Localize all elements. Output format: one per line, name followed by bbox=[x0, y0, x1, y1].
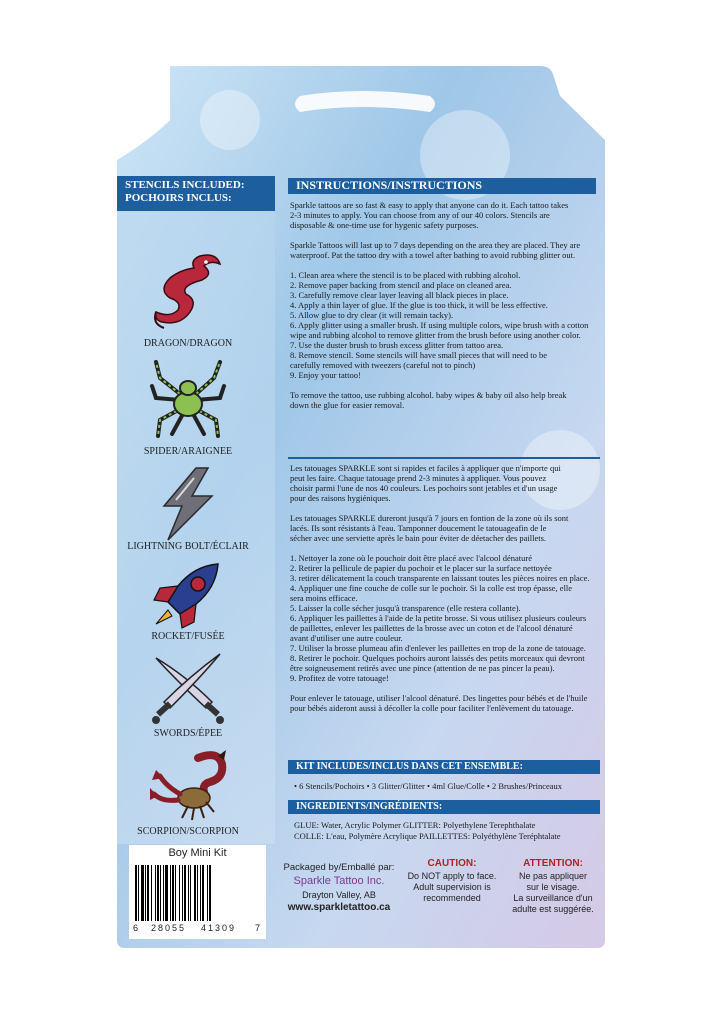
stencil-label-rocket: ROCKET/FUSÉE bbox=[151, 631, 225, 642]
barcode-block bbox=[129, 845, 266, 939]
text-line: 4. Appliquer une fine couche de colle sur le pochoir. Si la colle est trop épasse, elle bbox=[290, 583, 573, 593]
stencil-label-scorpion: SCORPION/SCORPION bbox=[137, 826, 239, 837]
text-line: sécher avec une serviette après le bain pour éviter de déetacher des paillets. bbox=[290, 533, 547, 543]
bokeh-circle bbox=[200, 90, 260, 150]
text-line: 6. Appliquer les paillettes à l'aide de la petite brosse. Si vous utilisez plusieurs couleurs bbox=[290, 613, 587, 623]
instructions-en-intro bbox=[290, 200, 600, 230]
text-line: 3. Carefully remove clear layer leaving all black pieces in place. bbox=[290, 290, 509, 300]
stencils-header bbox=[117, 176, 275, 211]
company-name: Sparkle Tattoo Inc. bbox=[293, 875, 385, 887]
text-line: Les tatouages SPARKLE dureront jusqu'à 7 jours en fontion de la zone où ils sont bbox=[290, 513, 569, 523]
instructions-header: INSTRUCTIONS/INSTRUCTIONS bbox=[288, 178, 596, 194]
dragon-icon bbox=[150, 250, 226, 332]
text-line: 1. Nettoyer la zone où le pouchoir doit être placé avec l'alcool dénaturé bbox=[290, 553, 533, 563]
text-line: 9. Enjoy your tattoo! bbox=[290, 370, 361, 380]
text-line: de paillettes, enlever les paillettes de la brosse avec un coton et de l'alcool dénaturé bbox=[290, 623, 573, 633]
text-line: pour des raisons hygiéniques. bbox=[290, 493, 391, 503]
barcode-title: Boy Mini Kit bbox=[168, 847, 227, 859]
text-line: To remove the tattoo, use rubbing alcohol. baby wipes & baby oil also help break bbox=[290, 390, 567, 400]
ingredients-line-en: GLUE: Water, Acrylic Polymer GLITTER: Polyethylene Terephthalate bbox=[294, 820, 536, 830]
text-line: 2-3 minutes to apply. You can choose from any of our 40 colors. Stencils are bbox=[290, 210, 550, 220]
instructions-body bbox=[290, 200, 600, 420]
text-line: wipe and rubbing alcohol to remove glitter from the brush before using another color. bbox=[290, 330, 581, 340]
text-line: peut les faire. Chaque tatouage prend 2-3 minutes à appliquer. Vous pouvez bbox=[290, 473, 547, 483]
company-url: www.sparkletattoo.ca bbox=[287, 902, 391, 913]
barcode-digits-left: 28055 bbox=[151, 923, 187, 933]
text-line: 2. Remove paper backing from stencil and place on cleaned area. bbox=[290, 280, 512, 290]
attention-line-2: sur le visage. bbox=[526, 882, 580, 892]
text-line: waterproof. Pat the tattoo dry with a towel after bathing to avoid rubbing glitter out. bbox=[290, 250, 576, 260]
instructions-en-steps bbox=[290, 270, 600, 380]
barcode-digit-last: 7 bbox=[255, 923, 261, 933]
caution-line-2: Adult supervision is bbox=[413, 882, 491, 892]
barcode-digits-right: 41309 bbox=[201, 923, 237, 933]
text-line: down the glue for easier removal. bbox=[290, 400, 405, 410]
text-line: choisir parmi l'une de nos 40 couleurs. Les pochoirs sont jetables et d'un usage bbox=[290, 483, 558, 493]
text-line: 2. Retirer la pellicule de papier du pochoir et le placer sur la surface nettoyée bbox=[290, 563, 552, 573]
caution-line-3: recommended bbox=[423, 893, 481, 903]
attention-title: ATTENTION: bbox=[523, 858, 583, 869]
text-line: sera moins efficace. bbox=[290, 593, 358, 603]
stencils-heading-fr: POCHOIRS INCLUS: bbox=[125, 192, 232, 204]
divider bbox=[288, 457, 600, 459]
text-line: Pour enlever le tatouage, utiliser l'alcool dénaturé. Des lingettes pour bébés et de l'huile bbox=[290, 693, 588, 703]
text-line: disposable & one-time use for hygenic safety purposes. bbox=[290, 220, 479, 230]
text-line: 7. Use the duster brush to brush excess glitter from tattoo area. bbox=[290, 340, 504, 350]
text-line: être soigneusement retirés avec une pince (attention de ne pas pincer la peau). bbox=[290, 663, 555, 673]
text-line: lacés. Ils sont résistants à l'eau. Tamponner doucement le tatouageafin de le bbox=[290, 523, 547, 533]
rocket-icon bbox=[150, 560, 226, 630]
attention-line-4: adulte est suggérée. bbox=[512, 904, 594, 914]
text-line: 3. retirer délicatement la couch transparente en laissant toutes les pièces noires en place. bbox=[290, 573, 590, 583]
text-line: 8. Retirer le pochoir. Quelques pochoirs auront laissés des petits morceaux qui devront bbox=[290, 653, 585, 663]
text-line: 9. Profitez de votre tatouage! bbox=[290, 673, 389, 683]
stencil-label-spider: SPIDER/ARAIGNEE bbox=[143, 446, 233, 457]
text-line: 5. Allow glue to dry clear (it will remain tacky). bbox=[290, 310, 454, 320]
barcode-digit-first: 6 bbox=[133, 923, 139, 933]
ingredients-header: INGREDIENTS/INGRÉDIENTS: bbox=[288, 800, 600, 814]
text-line: 7. Utiliser la brosse plumeau afin d'enlever les paillettes en trop de la zone de tatouage. bbox=[290, 643, 586, 653]
text-line: 5. Laisser la colle sécher jusqu'à transparence (elle restera collante). bbox=[290, 603, 521, 613]
barcode-icon bbox=[129, 863, 266, 923]
instructions-fr-removal bbox=[290, 693, 600, 713]
text-line: carefully removed with tweezers (careful not to pinch) bbox=[290, 360, 476, 370]
text-line: Sparkle Tattoos will last up to 7 days depending on the area they are placed. They are bbox=[290, 240, 581, 250]
scorpion-icon bbox=[148, 748, 232, 822]
packaged-by-label: Packaged by/Emballé par: bbox=[283, 862, 395, 873]
text-line: Les tatouages SPARKLE sont si rapides et faciles à appliquer que n'importe qui bbox=[290, 463, 561, 473]
stencil-label-lightning: LIGHTNING BOLT/ÉCLAIR bbox=[127, 541, 249, 552]
lightning-bolt-icon bbox=[150, 466, 226, 542]
kit-header: KIT INCLUDES/INCLUS DANS CET ENSEMBLE: bbox=[288, 760, 600, 774]
stencil-label-dragon: DRAGON/DRAGON bbox=[143, 338, 233, 349]
ingredients-line-fr: COLLE: L'eau, Polymère Acrylique PAILLETTES: Polyéthylène Teréphtalate bbox=[294, 831, 561, 841]
instructions-en-removal bbox=[290, 390, 600, 410]
text-line: 8. Remove stencil. Some stencils will have small pieces that will need to be bbox=[290, 350, 548, 360]
instructions-fr-intro bbox=[290, 463, 600, 503]
attention-line-1: Ne pas appliquer bbox=[518, 871, 588, 881]
company-city: Drayton Valley, AB bbox=[302, 890, 376, 900]
text-line: Sparkle tattoos are so fast & easy to apply that anyone can do it. Each tattoo takes bbox=[290, 200, 569, 210]
kit-contents: • 6 Stencils/Pochoirs • 3 Glitter/Glitter • 4ml Glue/Colle • 2 Brushes/Princeaux bbox=[294, 781, 563, 791]
attention-line-3: La surveillance d'un bbox=[513, 893, 593, 903]
instructions-en-duration bbox=[290, 240, 600, 260]
stencils-heading-en: STENCILS INCLUDED: bbox=[125, 179, 245, 191]
caution-line-1: Do NOT apply to face. bbox=[407, 871, 497, 881]
text-line: pour bébés aideront aussi à décoller la colle pour faciliter l'enlèvement du tatouage. bbox=[290, 703, 574, 713]
spider-icon bbox=[150, 358, 226, 440]
text-line: avant d'utiliser une autre couleur. bbox=[290, 633, 403, 643]
stencil-label-swords: SWORDS/ÉPEE bbox=[153, 728, 223, 739]
text-line: 1. Clean area where the stencil is to be placed with rubbing alcohol. bbox=[290, 270, 521, 280]
caution-title: CAUTION: bbox=[427, 858, 477, 869]
text-line: 6. Apply glitter using a smaller brush. If using multiple colors, wipe brush with a cotton bbox=[290, 320, 589, 330]
swords-icon bbox=[146, 650, 230, 726]
text-line: 4. Apply a thin layer of glue. If the glue is too thick, it will be less effective. bbox=[290, 300, 548, 310]
instructions-fr-steps bbox=[290, 553, 600, 683]
instructions-fr-duration bbox=[290, 513, 600, 543]
instructions-body-fr bbox=[290, 463, 600, 723]
